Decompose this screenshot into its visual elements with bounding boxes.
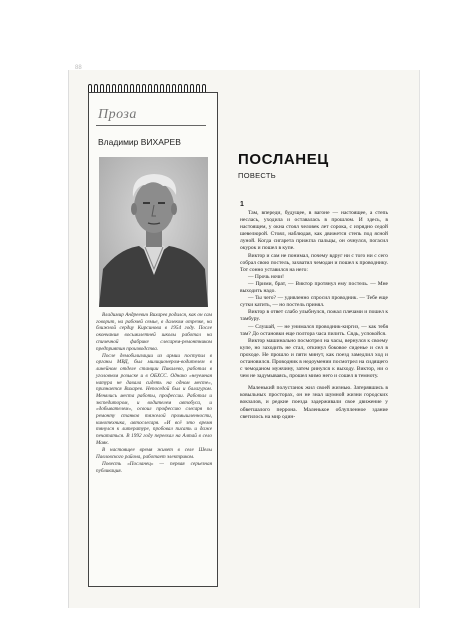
body-paragraph: — Ты чего? — удивленно спросил проводник. — Тебе еще сутки катить, — но постель принял. [240,295,388,309]
body-paragraph: — Прочь ночи! [248,273,284,280]
body-paragraph: — Прими, брат, — Виктор протянул ему постель. — Мне выходить надо. [240,280,388,295]
body-paragraph: Виктор и сам не понимал, почему вдруг ни с того ни с сего собрал свою постель, захватил чемодан и пошел к проводнику. Тот сонно уставился на него: [240,252,388,273]
author-name: Владимир ВИХАРЕВ [98,137,181,147]
body-paragraph: Виктор машинально посмотрел на часы, вернулся к своему купе, но заходить не стал, откинул боковое сиденье и сел в проходе. Не прошло и пяти минут, как поезд замедлил ход и остановился. Проводник в недоумении посмотрел на сидящего с чемоданом мужчину, затем ринулся к выходу. Виктор, ни о чем не задумываясь, прошел мимо него и сошел в темноту. [240,337,388,380]
story-title: ПОСЛАНЕЦ [238,151,329,168]
bio-paragraph: Повесть «Посланец» — первая серьезная публикация. [96,460,212,474]
page-number: 88 [75,65,82,71]
body-paragraph: Там, впереди, будущее, в вагоне — настоящее, а степь неслась, уходила и оставалась в прошлом. И здесь, в настоящем, у окна стоял человек лет сорока, с изрядно седой шевелюрой. Стоял, наблюдая, как движется степь под ясной луной. Когда сигарета прижгла пальцы, он очнулся, погасил окурок и пошел в купе. [240,210,388,252]
story-genre: ПОВЕСТЬ [238,171,276,180]
section-rubric: Проза [98,107,137,122]
chapter-number: 1 [240,201,244,208]
body-paragraph: — Слушай, — не унимался проводник-киргиз, — как тебя там? До остановки еще полтора часа пилить. Сядь, успокойся. [240,323,388,337]
story-text [240,210,388,421]
bio-paragraph: Владимир Андреевич Вихарев родился, как он сам говорит, на рабочей семье, в далеком отрезке, на ближной сердцу Кирсинова в 1954 году. После окончания восьмилетней школы работал на спичечной фабрике слесарем-ремонтником предприятия производства. [96,312,212,352]
bio-paragraph: После демобилизации из армии поступил в органы МВД, был милиционером-водителем в линейном отделе станции Пикалево, работал в уголовном розыске и в ОБХСС. Однако «неуемная натура не давала сидеть на одном месте», признается Вихарев. Непоседой был и балагуром. Менялись места работы, профессии. Работал и экспедитором, и водителем автобуса, и «добывателем», освоил профессию слесаря по ремонту станков тяжелой промышленности, кинотехника, автослесаря. «И всё это время тянулся к литературе, пробовал писать и даже печататься. В 1992 году переехал на Алтай в село Маяк. [96,352,212,446]
rubric-underline [96,125,206,126]
author-photo [99,157,208,307]
author-bio [96,312,212,475]
body-paragraph: Виктор в ответ слабо улыбнулся, пожал плечами и пошел к тамбуру. [240,309,388,323]
body-paragraph: Маленький полустанок жил своей жизнью. Затерявшись в ковыльных просторах, он не знал шумной жизни городских вокзалов, и редкие поезда задерживали свое движение у обветшалого перрона. Маленькое облупленное здание светилось на мир один- [240,385,388,420]
bio-paragraph: В настоящее время живет в селе Шелы Павловского района, работает электриком. [96,447,212,460]
